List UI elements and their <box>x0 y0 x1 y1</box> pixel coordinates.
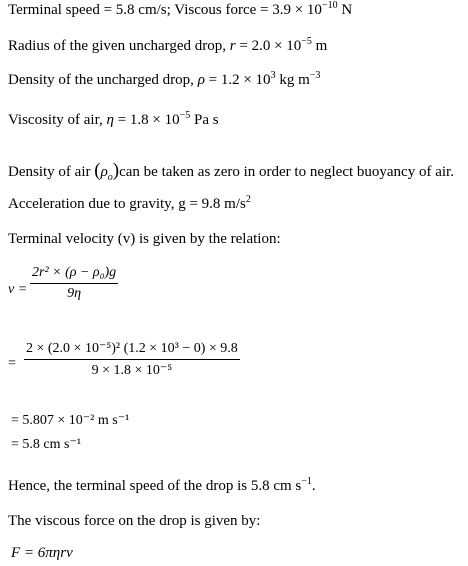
air-density-line <box>8 160 454 182</box>
formula-numerator: 2r² × (ρ − ρ₀)g <box>32 265 117 280</box>
conclusion-line <box>8 478 316 495</box>
viscous-force-formula: F = 6πηrv <box>11 545 73 561</box>
right-paren: ) <box>112 160 120 181</box>
conclusion-exponent: −1 <box>301 476 312 487</box>
density-variable: ρ <box>197 72 205 88</box>
gravity-text: Acceleration due to gravity, g = 9.8 m/s <box>8 196 246 212</box>
radius-unit: m <box>311 38 328 54</box>
gravity-line <box>8 196 251 213</box>
v-lhs: v = <box>8 282 28 297</box>
conclusion-period: . <box>311 478 316 494</box>
viscosity-line <box>8 112 219 129</box>
air-density-subscript: o <box>107 172 113 183</box>
viscosity-label: Viscosity of air, <box>8 112 107 128</box>
density-value: = 1.2 × 10 <box>204 72 271 88</box>
substitution-fraction <box>24 340 240 379</box>
terminal-speed-line <box>8 2 352 19</box>
conclusion-text: Hence, the terminal speed of the drop is 5.8 cm s <box>8 478 302 494</box>
result-line-1: = 5.807 × 10⁻² m s⁻¹ <box>11 413 130 428</box>
air-density-statement: can be taken as zero in order to neglect buoyancy of air. <box>119 164 454 180</box>
viscosity-unit: Pa s <box>190 112 219 128</box>
radius-value: = 2.0 × 10 <box>235 38 302 54</box>
viscous-force-intro <box>8 513 260 530</box>
density-label: Density of the uncharged drop, <box>8 72 198 88</box>
radius-line <box>8 38 327 55</box>
equals-sign: = <box>8 356 16 371</box>
formula-fraction <box>30 265 118 302</box>
substitution-denominator: 9 × 1.8 × 10⁻⁵ <box>91 363 173 378</box>
left-paren: ( <box>94 160 101 181</box>
density-unit-exponent: −3 <box>309 70 321 81</box>
intro-text: Terminal velocity (v) is given by the relation: <box>8 231 281 247</box>
air-density-symbol: ρ <box>100 164 108 180</box>
gravity-exponent: 2 <box>245 194 251 205</box>
viscosity-value: = 1.8 × 10 <box>113 112 180 128</box>
viscous-intro-text: The viscous force on the drop is given by: <box>8 513 261 529</box>
density-unit: kg m <box>275 72 310 88</box>
radius-exponent: −5 <box>301 36 312 47</box>
substitution-numerator: 2 × (2.0 × 10⁻⁵)² (1.2 × 10³ − 0) × 9.8 <box>26 341 238 356</box>
terminal-velocity-intro <box>8 231 281 248</box>
radius-label: Radius of the given uncharged drop, <box>8 38 230 54</box>
viscosity-variable: η <box>106 112 114 128</box>
formula-denominator: 9η <box>67 286 82 301</box>
result-line-2: = 5.8 cm s⁻¹ <box>11 437 82 452</box>
air-density-label: Density of air <box>8 164 95 180</box>
viscosity-exponent: −5 <box>179 110 191 121</box>
terminal-speed-text: Terminal speed = 5.8 cm/s; Viscous force = 3.9 × 10 <box>8 2 322 18</box>
density-exponent: 3 <box>270 70 276 81</box>
terminal-speed-exponent: −10 <box>321 0 338 11</box>
terminal-speed-unit: N <box>337 2 353 18</box>
radius-variable: r <box>229 38 236 54</box>
density-line <box>8 72 320 89</box>
